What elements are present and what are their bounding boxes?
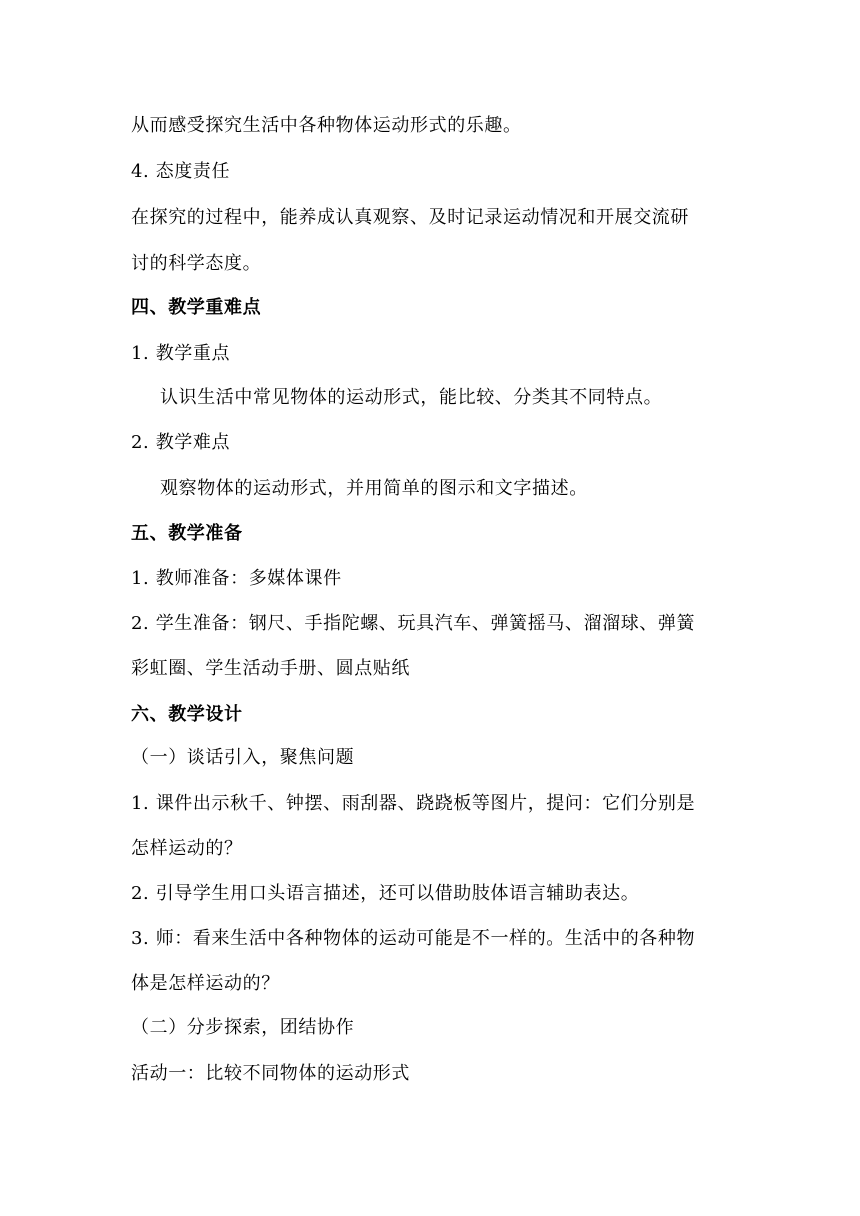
paragraph-line: 2. 引导学生用口头语言描述，还可以借助肢体语言辅助表达。 [131, 883, 640, 904]
paragraph-line: 从而感受探究生活中各种物体运动形式的乐趣。 [131, 115, 522, 136]
paragraph-line: 2. 学生准备：钢尺、手指陀螺、玩具汽车、弹簧摇马、溜溜球、弹簧 [131, 613, 696, 634]
section-heading-6: 六、教学设计 [131, 704, 243, 725]
paragraph-line: 1. 课件出示秋千、钟摆、雨刮器、跷跷板等图片，提问：它们分别是 [131, 793, 696, 814]
paragraph-line: 3. 师：看来生活中各种物体的运动可能是不一样的。生活中的各种物 [131, 928, 696, 949]
subheading-difficulties: 2. 教学难点 [131, 432, 231, 453]
section-heading-4: 四、教学重难点 [131, 297, 262, 318]
section-heading-5: 五、教学准备 [131, 523, 243, 544]
paragraph-line: 怎样运动的？ [131, 838, 243, 859]
paragraph-line: 1. 教师准备：多媒体课件 [131, 568, 342, 589]
paragraph-line: 在探究的过程中，能养成认真观察、及时记录运动情况和开展交流研 [131, 207, 689, 228]
paragraph-line: 讨的科学态度。 [131, 253, 262, 274]
subheading-key-points: 1. 教学重点 [131, 343, 231, 364]
paragraph-line: 彩虹圈、学生活动手册、圆点贴纸 [131, 658, 410, 679]
subheading-attitude: 4. 态度责任 [131, 161, 231, 182]
activity-heading: 活动一：比较不同物体的运动形式 [131, 1063, 410, 1084]
subsection-heading-1: （一）谈话引入，聚焦问题 [131, 747, 355, 768]
paragraph-line: 观察物体的运动形式，并用简单的图示和文字描述。 [160, 478, 588, 499]
subsection-heading-2: （二）分步探索，团结协作 [131, 1017, 355, 1038]
paragraph-line: 体是怎样运动的？ [131, 973, 280, 994]
paragraph-line: 认识生活中常见物体的运动形式，能比较、分类其不同特点。 [160, 387, 663, 408]
